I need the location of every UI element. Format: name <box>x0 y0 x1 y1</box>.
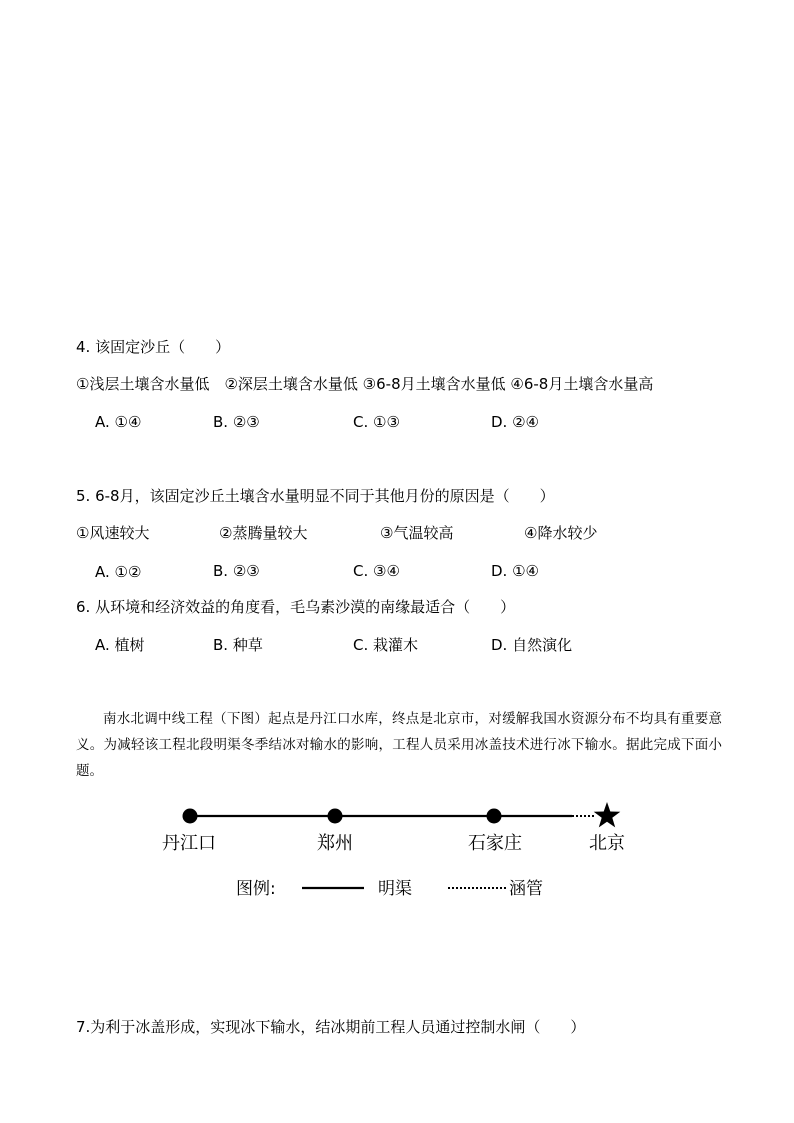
q5-statement-3: ③气温较高 <box>380 524 454 542</box>
station-label-shijiazhuang: 石家庄 <box>468 833 522 854</box>
legend-culvert-label: 涵管 <box>509 879 543 899</box>
q4-stem: 4. 该固定沙丘（ ） <box>76 338 231 356</box>
station-dot-shijiazhuang <box>487 809 502 824</box>
q6-option-a: A. 植树 <box>95 636 145 654</box>
q6-stem: 6. 从环境和经济效益的角度看，毛乌素沙漠的南缘最适合（ ） <box>76 598 516 616</box>
station-dot-danjiangkou <box>183 809 198 824</box>
q5-option-d: D. ①④ <box>491 562 539 580</box>
q4-option-c: C. ①③ <box>353 413 400 431</box>
route-diagram <box>0 790 794 910</box>
q7-stem: 7.为利于冰盖形成，实现冰下输水，结冰期前工程人员通过控制水闸（ ） <box>76 1018 586 1036</box>
station-label-zhengzhou: 郑州 <box>317 833 353 854</box>
q5-option-c: C. ③④ <box>353 562 400 580</box>
q5-option-b: B. ②③ <box>213 562 260 580</box>
q4-option-d: D. ②④ <box>491 413 539 431</box>
q5-option-a: A. ①② <box>95 563 142 581</box>
q6-option-c: C. 栽灌木 <box>353 636 419 654</box>
q6-option-b: B. 种草 <box>213 636 263 654</box>
q5-statement-4: ④降水较少 <box>524 524 598 542</box>
station-dot-zhengzhou <box>328 809 343 824</box>
q4-option-a: A. ①④ <box>95 413 142 431</box>
q5-statement-2: ②蒸腾量较大 <box>219 524 308 542</box>
q5-statement-1: ①风速较大 <box>76 524 150 542</box>
legend-open-channel-label: 明渠 <box>378 879 412 899</box>
passage-text: 南水北调中线工程（下图）起点是丹江口水库，终点是北京市，对缓解我国水资源分布不均具有重要意义。为减轻该工程北段明渠冬季结冰对输水的影响，工程人员采用冰盖技术进行冰下输水。据此完成下面小题。 <box>76 711 722 779</box>
q6-option-d: D. 自然演化 <box>491 636 573 654</box>
q4-statements: ①浅层土壤含水量低 ②深层土壤含水量低 ③6-8月土壤含水量低 ④6-8月土壤含水量高 <box>76 375 654 393</box>
passage <box>76 706 722 784</box>
station-label-beijing: 北京 <box>589 833 625 854</box>
q5-stem: 5. 6-8月，该固定沙丘土壤含水量明显不同于其他月份的原因是（ ） <box>76 487 555 505</box>
station-label-danjiangkou: 丹江口 <box>162 833 216 854</box>
beijing-star-icon <box>594 802 621 827</box>
q4-option-b: B. ②③ <box>213 413 260 431</box>
legend-title: 图例: <box>236 879 276 899</box>
